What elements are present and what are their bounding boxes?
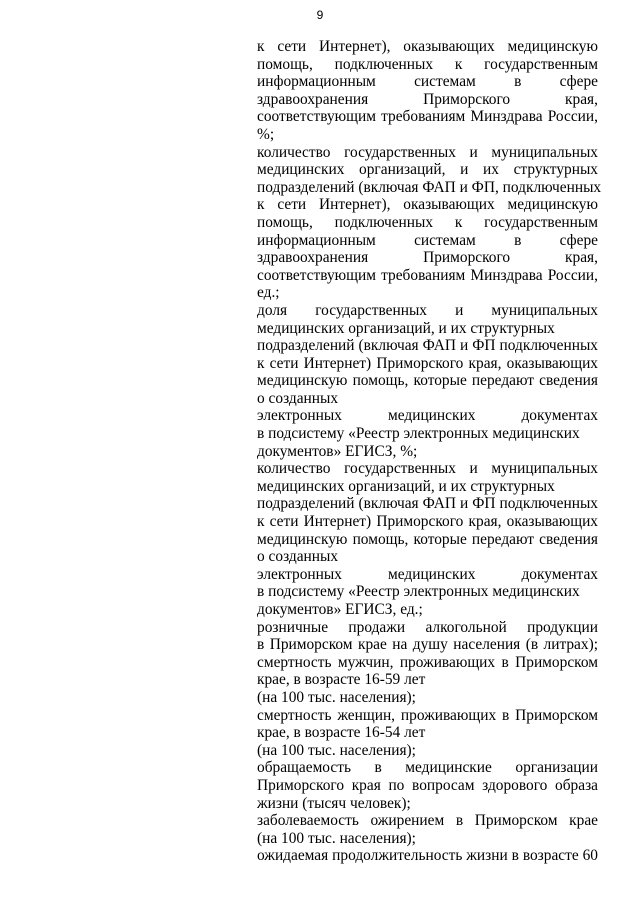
body-text-line: информационным системам в сфере [257,73,598,91]
body-text-line: здравоохранения Приморского края, [257,249,598,267]
body-text-line: доля государственных и муниципальных [257,301,598,319]
body-text-line: о созданных [257,548,339,566]
body-text-line: в подсистему «Реестр электронных медицинских [257,583,580,601]
body-text-line: соответствующим требованиям Минздрава России, [257,266,598,284]
body-text-line: медицинских организаций, и их структурных [257,161,598,179]
body-text-line: подразделений (включая ФАП и ФП подключенных [257,495,598,513]
body-text-line: крае, в возрасте 16-54 лет [257,724,426,742]
body-text-line: в Приморском крае на душу населения (в литрах); [257,636,598,654]
body-text-line: Приморского края по вопросам здорового образа [257,776,598,794]
body-text-line: крае, в возрасте 16-59 лет [257,671,426,689]
body-text-line: подразделений (включая ФАП и ФП подключенных [257,337,598,355]
body-text-line: к сети Интернет) Приморского края, оказывающих [257,513,598,531]
body-text-line: подразделений (включая ФАП и ФП, подключенных [257,178,602,196]
body-text-line: документов» ЕГИСЗ, %; [257,442,418,460]
body-text-line: (на 100 тыс. населения); [257,688,416,706]
body-text-line: электронных медицинских документах [257,565,598,583]
page-number: 9 [316,8,324,22]
body-text-line: ожидаемая продолжительность жизни в возрасте 60 [257,847,598,865]
body-text-line: количество государственных и муниципальных [257,460,598,478]
body-text-line: розничные продажи алкогольной продукции [257,618,598,636]
body-text-line: информационным системам в сфере [257,231,598,249]
body-text-line: медицинскую помощь, которые передают сведения [257,372,598,390]
body-text-line: документов» ЕГИСЗ, ед.; [257,601,423,618]
body-text-line: заболеваемость ожирением в Приморском крае [257,812,598,830]
body-text-line: здравоохранения Приморского края, [257,90,598,108]
body-text-line: к сети Интернет) Приморского края, оказывающих [257,354,598,372]
body-text-line: электронных медицинских документах [257,407,598,425]
body-text-line: (на 100 тыс. населения); [257,741,416,759]
body-text-line: соответствующим требованиям Минздрава России, [257,108,598,126]
body-text-line: медицинскую помощь, которые передают сведения [257,530,598,548]
body-text-line: медицинских организаций, и их структурных [257,319,555,337]
body-text-line: ед.; [257,284,280,302]
body-text-line: о созданных [257,389,339,407]
body-text-line: помощь, подключенных к государственным [257,55,598,73]
body-text-line: смертность мужчин, проживающих в Приморском [257,653,598,671]
body-text-line: медицинских организаций, и их структурных [257,477,555,495]
body-text-line: к сети Интернет), оказывающих медицинскую [257,196,598,214]
body-text-line: смертность женщин, проживающих в Приморском [257,706,598,724]
document-body [257,38,602,865]
body-text-line: к сети Интернет), оказывающих медицинскую [257,38,598,55]
body-text-line: помощь, подключенных к государственным [257,213,598,231]
body-text-line: (на 100 тыс. населения); [257,829,416,847]
body-text-line: в подсистему «Реестр электронных медицинских [257,425,580,443]
body-text-line: обращаемость в медицинские организации [257,759,598,777]
body-text-line: жизни (тысяч человек); [257,794,411,812]
body-text-line: %; [257,125,275,143]
body-text-line: количество государственных и муниципальных [257,143,598,161]
